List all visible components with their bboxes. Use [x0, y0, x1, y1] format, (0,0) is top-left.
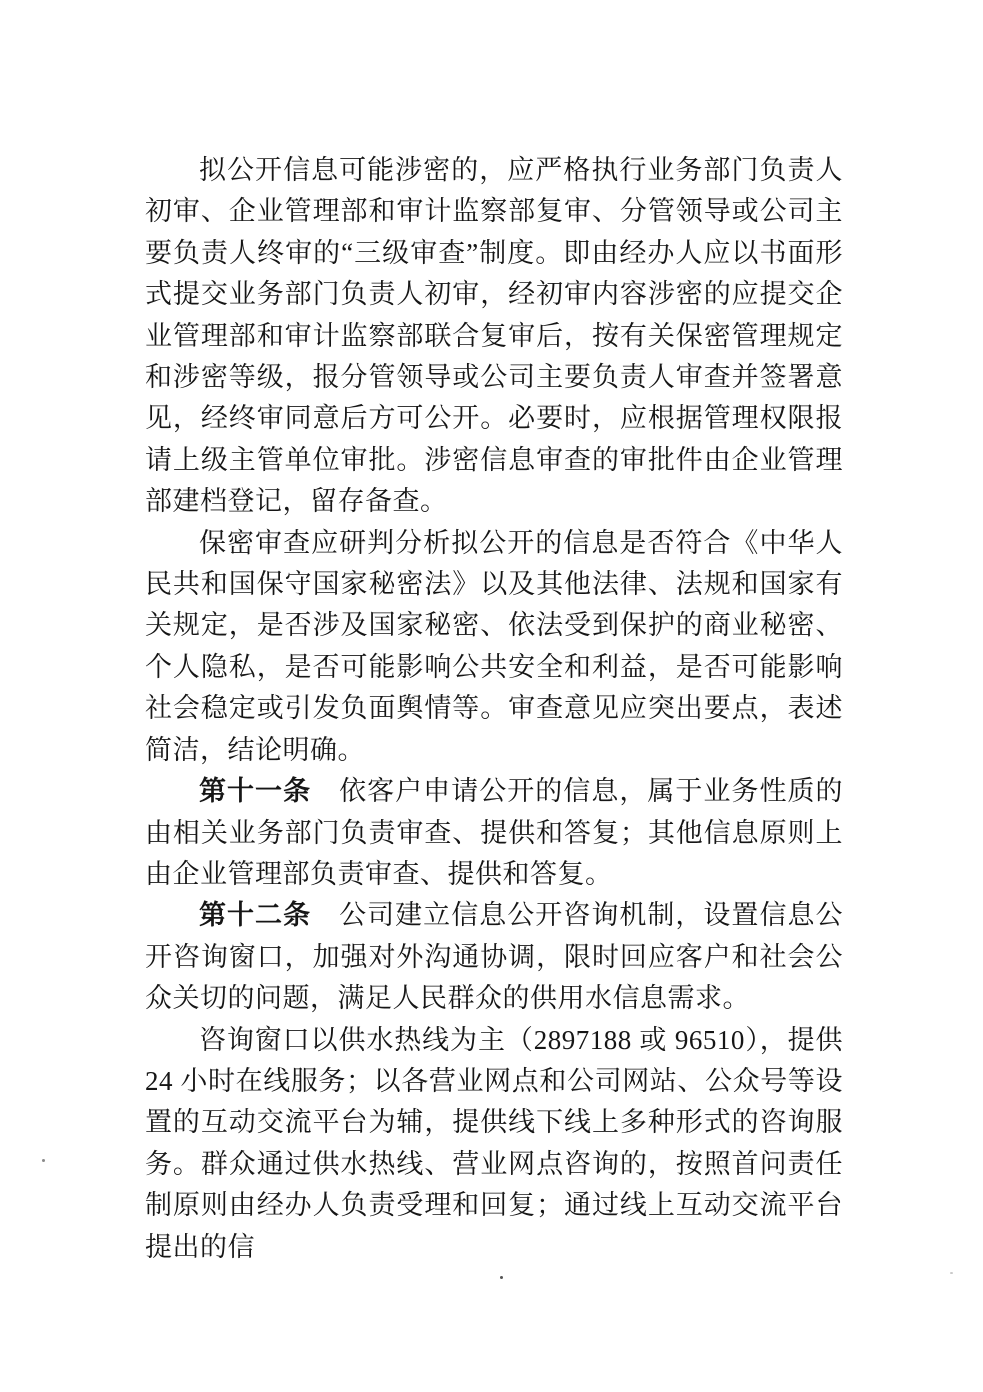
scan-speck [500, 1276, 503, 1279]
paragraph-secrecy-review-procedure [145, 150, 843, 523]
paragraph-text: 拟公开信息可能涉密的，应严格执行业务部门负责人初审、企业管理部和审计监察部复审、分管领导或公司主要负责人终审的“三级审查”制度。即由经办人应以书面形式提交业务部门负责人初审，经初审内容涉密的应提交企业管理部和审计监察部联合复审后，按有关保密管理规定和涉密等级，报分管领导或公司主要负责人审查并签署意见，经终审同意后方可公开。必要时，应根据管理权限报请上级主管单位审批。涉密信息审查的审批件由企业管理部建档登记，留存备查。 [145, 155, 843, 517]
document-text-block [145, 150, 843, 1268]
scan-speck [42, 1159, 45, 1162]
paragraph-text: 咨询窗口以供水热线为主（2897188 或 96510），提供 24 小时在线服务；以各营业网点和公司网站、公众号等设置的互动交流平台为辅，提供线下线上多种形式的咨询服务。群众通过供水热线、营业网点咨询的，按照首问责任制原则由经办人负责受理和回复；通过线上互动交流平台提出的信 [145, 1024, 843, 1262]
paragraph-secrecy-review-criteria [145, 523, 843, 771]
article-11-heading: 第十一条 [199, 776, 312, 807]
paragraph-text: 依客户申请公开的信息，属于业务性质的由相关业务部门负责审查、提供和答复；其他信息原则上由企业管理部负责审查、提供和答复。 [145, 776, 844, 889]
paragraph-text: 公司建立信息公开咨询机制，设置信息公开咨询窗口，加强对外沟通协调，限时回应客户和社会公众关切的问题，满足人民群众的供用水信息需求。 [145, 900, 844, 1014]
scan-speck [950, 1272, 953, 1274]
paragraph-consultation-hotline [145, 1020, 843, 1268]
paragraph-article-12 [145, 895, 843, 1019]
paragraph-article-11 [145, 771, 843, 895]
paragraph-text: 保密审查应研判分析拟公开的信息是否符合《中华人民共和国保守国家秘密法》以及其他法律、法规和国家有关规定，是否涉及国家秘密、依法受到保护的商业秘密、个人隐私，是否可能影响公共安全和利益，是否可能影响社会稳定或引发负面舆情等。审查意见应突出要点，表述简洁，结论明确。 [145, 527, 843, 765]
article-12-heading: 第十二条 [199, 900, 312, 931]
